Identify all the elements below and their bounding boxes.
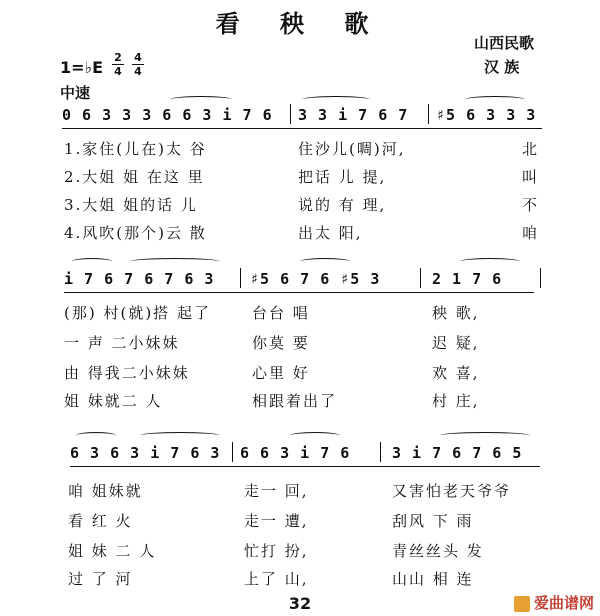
lyric-s3-v2-c: 刮风 下 雨 bbox=[392, 512, 474, 530]
lyric-s1-v2-b: 把话 儿 提, bbox=[298, 168, 387, 186]
lyric-s3-v2-a: 看 红 火 bbox=[68, 512, 133, 530]
song-source: 山西民歌 bbox=[474, 34, 535, 52]
watermark[interactable] bbox=[514, 592, 594, 613]
lyric-s1-v1-c: 北 bbox=[522, 140, 540, 158]
ethnic-group: 汉 族 bbox=[484, 58, 520, 76]
lyric-s1-v4-a: 4.风吹(那个)云 散 bbox=[64, 224, 207, 242]
lyric-s3-v1-b: 走一 回, bbox=[244, 482, 309, 500]
notes-s2-m1: i 7 6 7 6 7 6 3 bbox=[64, 270, 215, 288]
time-sig-a-den: 4 bbox=[114, 65, 122, 78]
lyric-s3-v4-a: 过 了 河 bbox=[68, 570, 133, 588]
lyric-s2-v2-a: 一 声 二小妹妹 bbox=[64, 334, 180, 352]
lyric-s2-v3-b: 心里 好 bbox=[252, 364, 310, 382]
lyric-s1-v2-c: 叫 bbox=[522, 168, 540, 186]
lyric-s1-v1-b: 住沙儿(啁)河, bbox=[298, 140, 406, 158]
lyric-s1-v1-a: 1.家住(儿在)太 谷 bbox=[64, 140, 207, 158]
lyric-s2-v4-a: 姐 妹就二 人 bbox=[64, 392, 163, 410]
time-signature-b bbox=[132, 52, 144, 77]
notes-s1-m3: ♯5 6 3 3 3 bbox=[436, 106, 537, 124]
notes-s2-m3: 2 1 7 6 bbox=[432, 270, 503, 288]
notes-s2-m2: ♯5 6 7 6 ♯5 3 bbox=[250, 270, 381, 288]
lyric-s3-v3-b: 忙打 扮, bbox=[244, 542, 309, 560]
lyric-s3-v1-a: 咱 姐妹就 bbox=[68, 482, 143, 500]
lyric-s3-v4-c: 山山 相 连 bbox=[392, 570, 474, 588]
lyric-s2-v4-c: 村 庄, bbox=[432, 392, 480, 410]
notes-s1-m2: 3 3 i 7 6 7 bbox=[298, 106, 409, 124]
lyric-s3-v1-c: 又害怕老天爷爷 bbox=[392, 482, 512, 500]
lyric-s3-v2-b: 走一 遭, bbox=[244, 512, 309, 530]
lyric-s1-v3-a: 3.大姐 姐的话 儿 bbox=[64, 196, 198, 214]
page-number: 32 bbox=[288, 594, 312, 613]
lyric-s1-v3-b: 说的 有 理, bbox=[298, 196, 387, 214]
lyric-s2-v1-b: 台台 唱 bbox=[252, 304, 310, 322]
notes-s1-m1: 0 6 3 3 3 6 6 3 i 7 6 bbox=[62, 106, 273, 124]
song-title: 看 秧 歌 bbox=[215, 9, 385, 38]
lyric-s3-v3-c: 青丝丝头 发 bbox=[392, 542, 484, 560]
lyric-s2-v1-a: (那) 村(就)搭 起了 bbox=[64, 304, 211, 322]
lyric-s3-v3-a: 姐 妹 二 人 bbox=[68, 542, 157, 560]
lyric-s2-v2-b: 你莫 要 bbox=[252, 334, 310, 352]
notes-s3-m1: 6 3 6 3 i 7 6 3 bbox=[70, 444, 221, 462]
time-sig-b-num: 4 bbox=[134, 51, 142, 64]
lyric-s1-v3-c: 不 bbox=[522, 196, 540, 214]
key-signature: 1=♭E bbox=[60, 58, 104, 77]
lyric-s3-v4-b: 上了 山, bbox=[244, 570, 309, 588]
time-sig-b-den: 4 bbox=[134, 65, 142, 78]
time-signature-a bbox=[112, 52, 124, 77]
lyric-s1-v4-b: 出太 阳, bbox=[298, 224, 363, 242]
watermark-logo-icon bbox=[514, 596, 530, 612]
lyric-s2-v3-c: 欢 喜, bbox=[432, 364, 480, 382]
lyric-s1-v2-a: 2.大姐 姐 在这 里 bbox=[64, 168, 205, 186]
lyric-s2-v1-c: 秧 歌, bbox=[432, 304, 480, 322]
lyric-s1-v4-c: 咱 bbox=[522, 224, 540, 242]
notes-s3-m2: 6 6 3 i 7 6 bbox=[240, 444, 351, 462]
watermark-text: 爱曲谱网 bbox=[533, 594, 594, 612]
notes-s3-m3: 3 i 7 6 7 6 5 bbox=[392, 444, 523, 462]
time-sig-a-num: 2 bbox=[114, 51, 122, 64]
tempo-marking: 中速 bbox=[60, 84, 91, 102]
lyric-s2-v4-b: 相跟着出了 bbox=[252, 392, 338, 410]
lyric-s2-v3-a: 由 得我二小妹妹 bbox=[64, 364, 190, 382]
lyric-s2-v2-c: 迟 疑, bbox=[432, 334, 480, 352]
